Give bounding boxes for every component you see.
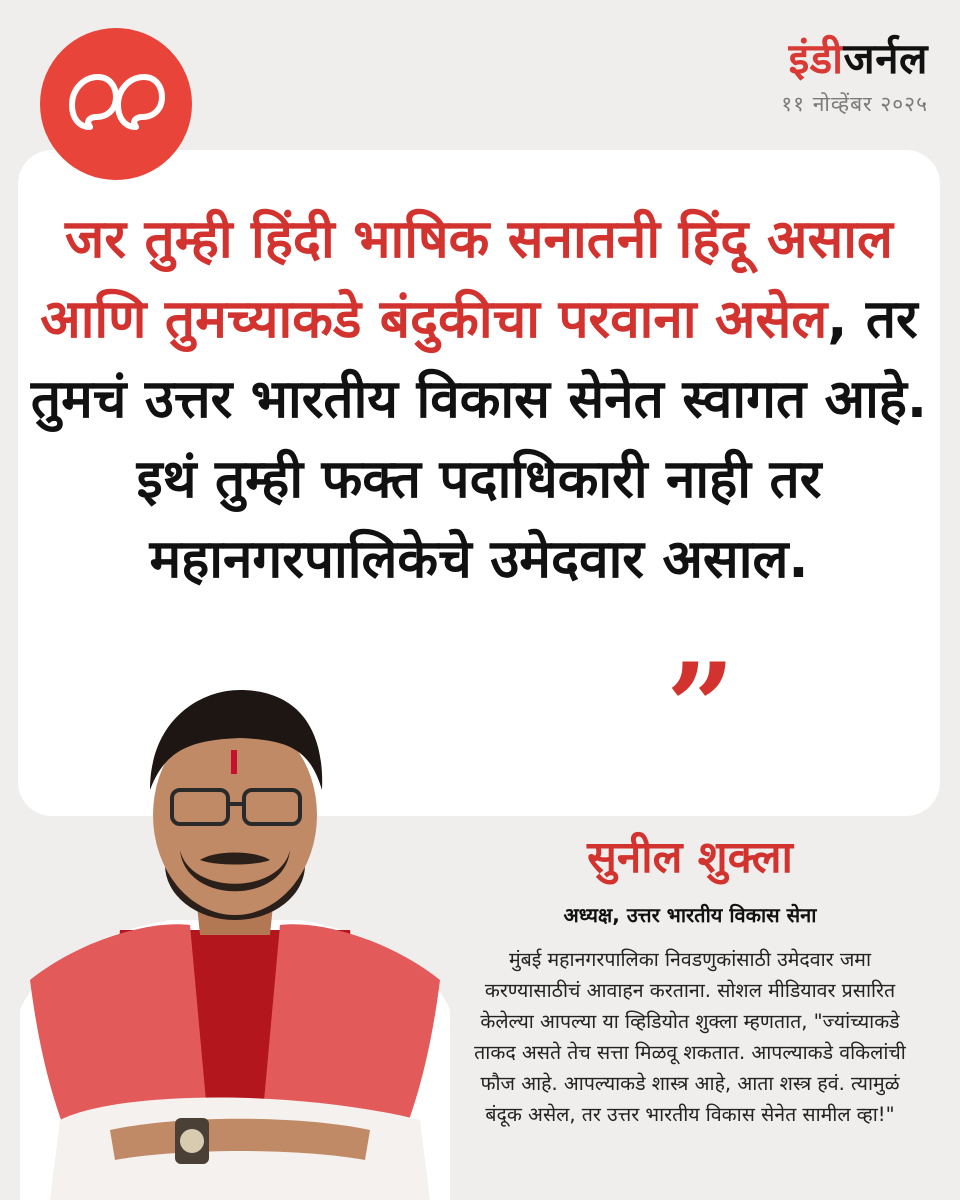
brand-logo <box>781 34 928 83</box>
closing-quote-mark: ” <box>666 637 736 778</box>
speaker-portrait <box>0 680 470 1200</box>
quote-text <box>18 200 940 600</box>
speaker-title: अध्यक्ष, उत्तर भारतीय विकास सेना <box>563 902 817 927</box>
speaker-info <box>470 832 910 1130</box>
quote-rest: , तर तुमचं उत्तर भारतीय विकास सेनेत स्वागत आहे. इथं तुम्ही फक्त पदाधिकारी नाही तर महानगरपालिकेचे उमेदवार असाल. <box>30 289 928 590</box>
speaker-name: सुनील शुक्ला <box>587 832 793 883</box>
brand-name-part1: इंडी <box>788 34 844 83</box>
quote-highlight: जर तुम्ही हिंदी भाषिक सनातनी हिंदू असाल आणि तुमच्याकडे बंदुकीचा परवाना असेल <box>40 209 893 350</box>
speaker-description: मुंबई महानगरपालिका निवडणुकांसाठी उमेदवार जमा करण्यासाठीचं आवाहन करताना. सोशल मीडियावर प्रसारित केलेल्या आपल्या या व्हिडियोत शुक्ला म्हणतात, "ज्यांच्याकडे ताकद असते तेच सत्ता मिळवू शकतात. आपल्याकडे वकिलांची फौज आहे. आपल्याकडे शास्त्र आहे, आता शस्त्र हवं. त्यामुळं बंदूक असेल, तर उत्तर भारतीय विकास सेनेत सामील व्हा!" <box>474 947 906 1126</box>
quote-marks-icon <box>66 69 166 139</box>
publish-date: ११ नोव्हेंबर २०२५ <box>781 92 928 116</box>
quote-badge <box>40 28 192 180</box>
brand-header <box>781 34 928 118</box>
brand-name-part2: जर्नल <box>843 34 928 83</box>
